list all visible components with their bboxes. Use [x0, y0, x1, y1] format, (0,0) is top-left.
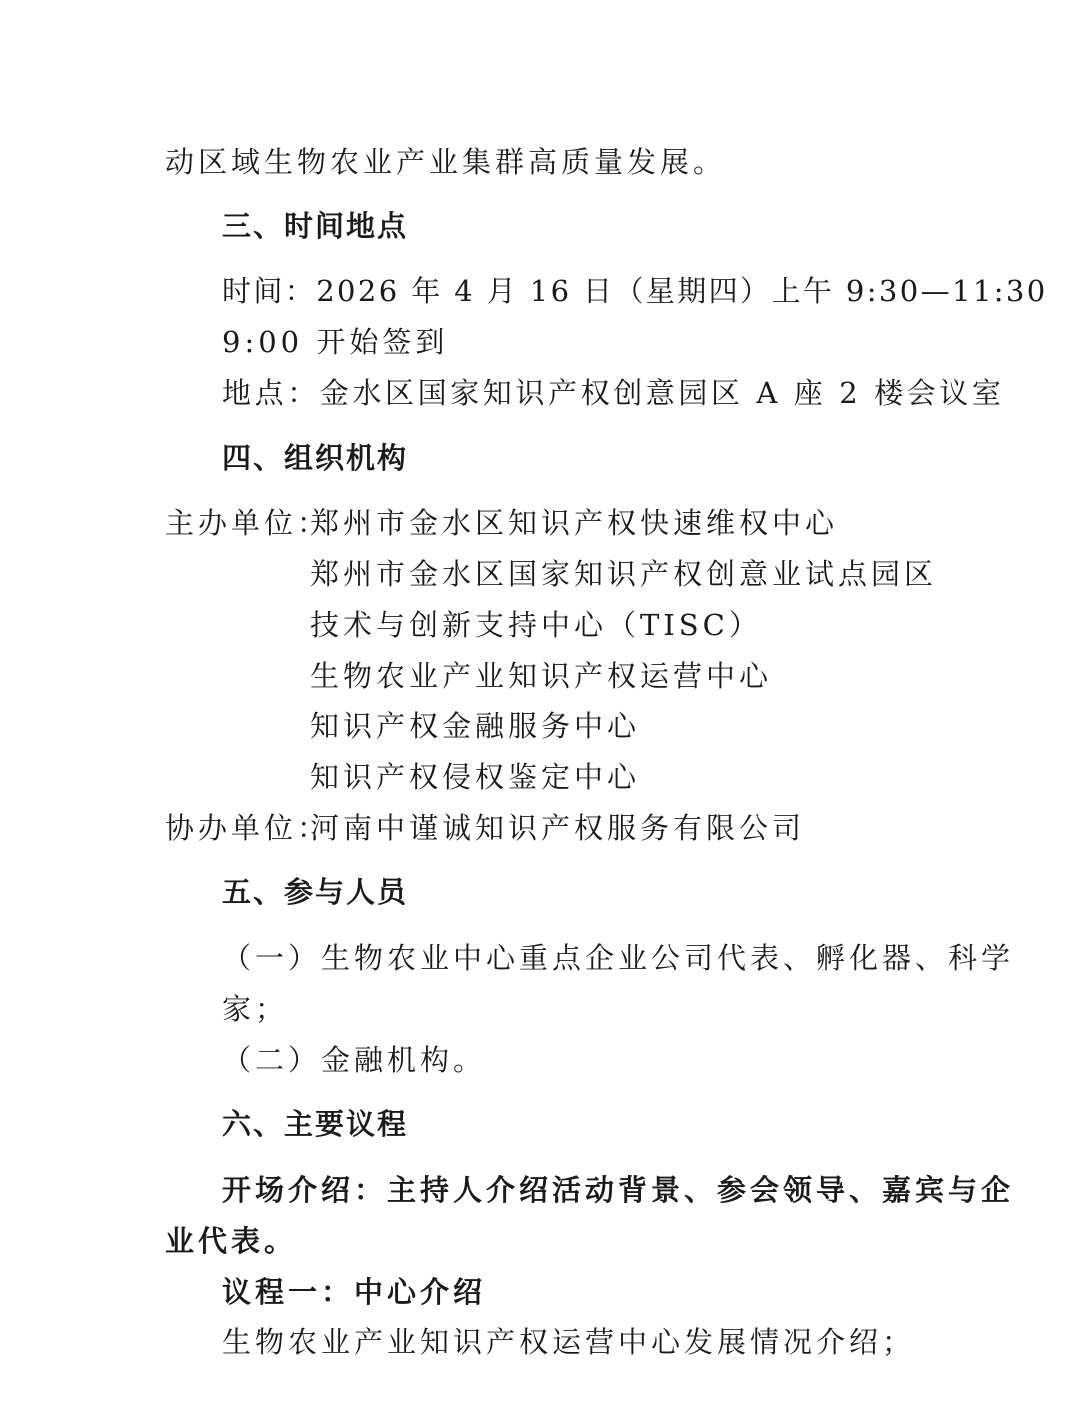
participant-item-1-line-2: 家；	[222, 992, 289, 1026]
host-item: 生物农业产业知识产权运营中心	[310, 659, 773, 693]
host-item: 知识产权金融服务中心	[310, 709, 641, 743]
signin-line: 9:00 开始签到	[222, 325, 449, 359]
section-heading-agenda: 六、主要议程	[222, 1107, 409, 1141]
section-heading-organization: 四、组织机构	[222, 441, 409, 475]
host-item: 郑州市金水区知识产权快速维权中心	[310, 506, 839, 540]
section-heading-time-place: 三、时间地点	[222, 209, 409, 243]
co-host-item: 河南中谨诚知识产权服务有限公司	[310, 811, 806, 845]
section-heading-participants: 五、参与人员	[222, 875, 409, 909]
opening-line-2: 业代表。	[165, 1224, 298, 1258]
place-line: 地点：金水区国家知识产权创意园区 A 座 2 楼会议室	[222, 376, 1005, 410]
time-line: 时间：2026 年 4 月 16 日（星期四）上午 9:30—11:30	[222, 274, 1048, 308]
host-item: 郑州市金水区国家知识产权创意业试点园区	[310, 557, 938, 591]
agenda-one-body: 生物农业产业知识产权运营中心发展情况介绍；	[222, 1325, 916, 1359]
co-host-label: 协办单位：	[165, 811, 331, 845]
participant-item-2: （二）金融机构。	[222, 1043, 487, 1077]
host-item: 技术与创新支持中心（TISC）	[310, 608, 762, 642]
host-label: 主办单位：	[165, 506, 331, 540]
host-item: 知识产权侵权鉴定中心	[310, 760, 641, 794]
participant-item-1-line-1: （一）生物农业中心重点企业公司代表、孵化器、科学	[222, 941, 1015, 975]
paragraph-continuation: 动区域生物农业产业集群高质量发展。	[165, 145, 727, 179]
agenda-one-title: 议程一：中心介绍	[222, 1275, 487, 1309]
opening-line-1: 开场介绍：主持人介绍活动背景、参会领导、嘉宾与企	[222, 1173, 1015, 1207]
